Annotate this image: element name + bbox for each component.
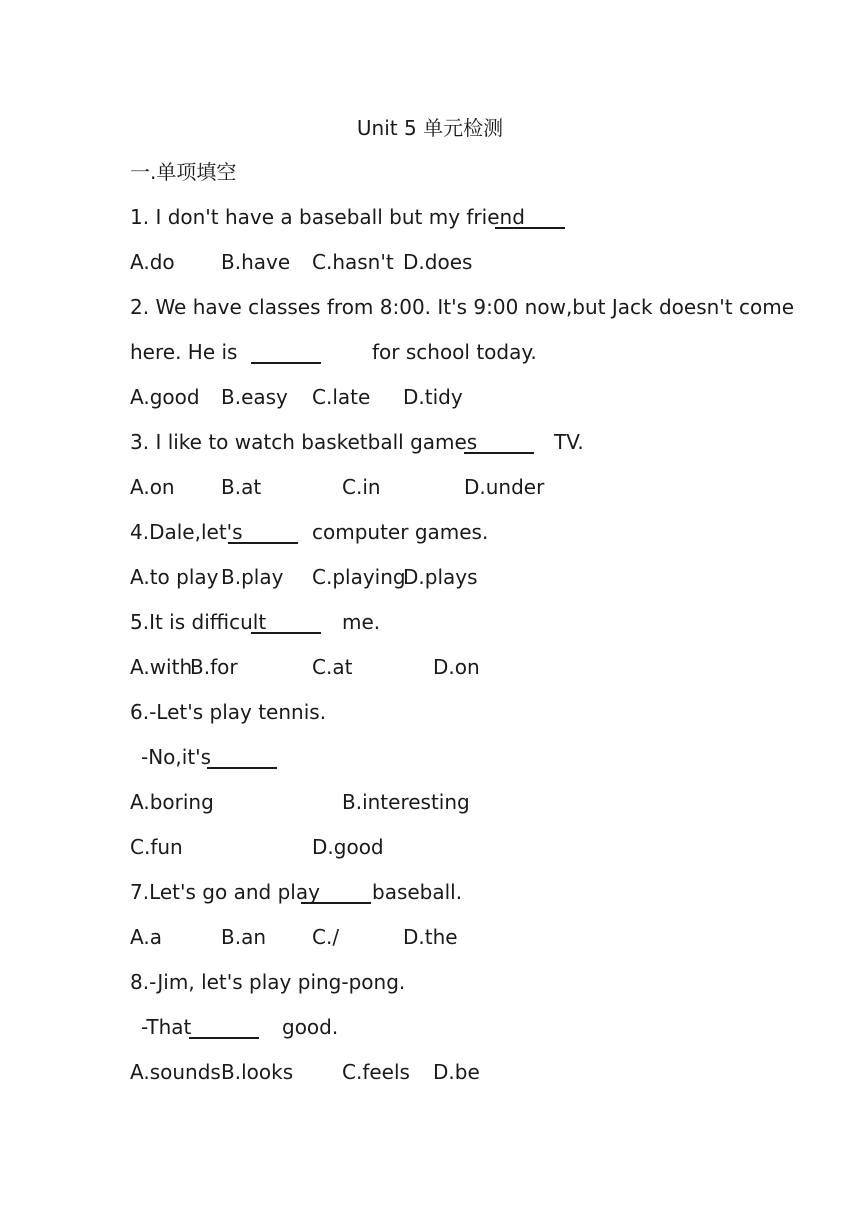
option-b: B.easy — [221, 385, 288, 409]
question-7-stem: 7.Let's go and play — [130, 880, 320, 904]
option-d: D.tidy — [403, 385, 463, 409]
page-title: Unit 5 单元检测 — [356, 116, 504, 140]
option-b: B.play — [221, 565, 284, 589]
answer-blank-4[interactable] — [228, 524, 298, 544]
option-d: D.plays — [403, 565, 478, 589]
option-a: A.with — [130, 655, 193, 679]
question-7-stem-tail: baseball. — [372, 880, 463, 904]
option-b: B.have — [221, 250, 291, 274]
question-6-stem: 6.-Let's play tennis. — [130, 700, 327, 724]
answer-blank-8[interactable] — [189, 1019, 259, 1039]
option-d: D.does — [403, 250, 473, 274]
option-c: C.fun — [130, 835, 183, 859]
option-a: A.a — [130, 925, 162, 949]
question-8-reply-text: -That — [141, 1015, 192, 1039]
option-b: B.for — [190, 655, 238, 679]
answer-blank-1[interactable] — [495, 209, 565, 229]
question-4-stem-tail: computer games. — [312, 520, 489, 544]
question-1-stem: 1. I don't have a baseball but my friend — [130, 205, 525, 229]
option-a: A.to play — [130, 565, 219, 589]
question-4-stem: 4.Dale,let's — [130, 520, 243, 544]
option-d: D.good — [312, 835, 384, 859]
option-a: A.good — [130, 385, 200, 409]
option-b: B.at — [221, 475, 262, 499]
answer-blank-7[interactable] — [301, 884, 371, 904]
option-c: C.at — [312, 655, 353, 679]
option-c: C./ — [312, 925, 340, 949]
option-c: C.late — [312, 385, 371, 409]
option-c: C.hasn't — [312, 250, 394, 274]
option-a: A.do — [130, 250, 175, 274]
option-d: D.under — [464, 475, 545, 499]
answer-blank-2[interactable] — [251, 344, 321, 364]
option-a: A.boring — [130, 790, 214, 814]
option-b: B.looks — [221, 1060, 294, 1084]
answer-blank-5[interactable] — [251, 614, 321, 634]
option-b: B.an — [221, 925, 267, 949]
option-d: D.the — [403, 925, 458, 949]
answer-blank-3[interactable] — [464, 434, 534, 454]
option-a: A.sounds — [130, 1060, 221, 1084]
option-d: D.on — [433, 655, 480, 679]
question-8-stem: 8.-Jim, let's play ping-pong. — [130, 970, 406, 994]
section-heading: 一.单项填空 — [130, 160, 237, 184]
question-2-stem-tail: for school today. — [372, 340, 537, 364]
question-5-stem-tail: me. — [342, 610, 381, 634]
option-c: C.in — [342, 475, 381, 499]
question-5-stem: 5.It is difficult — [130, 610, 267, 634]
option-c: C.feels — [342, 1060, 410, 1084]
question-3-stem: 3. I like to watch basketball games — [130, 430, 478, 454]
option-c: C.playing — [312, 565, 406, 589]
question-6-reply-text: -No,it's — [141, 745, 212, 769]
option-a: A.on — [130, 475, 175, 499]
question-2-stem: 2. We have classes from 8:00. It's 9:00 now,but Jack doesn't come — [130, 295, 795, 319]
answer-blank-6[interactable] — [207, 749, 277, 769]
question-2-stem-part: here. He is — [130, 340, 238, 364]
question-8-reply-tail: good. — [282, 1015, 339, 1039]
option-d: D.be — [433, 1060, 480, 1084]
question-3-stem-tail: TV. — [554, 430, 584, 454]
option-b: B.interesting — [342, 790, 470, 814]
